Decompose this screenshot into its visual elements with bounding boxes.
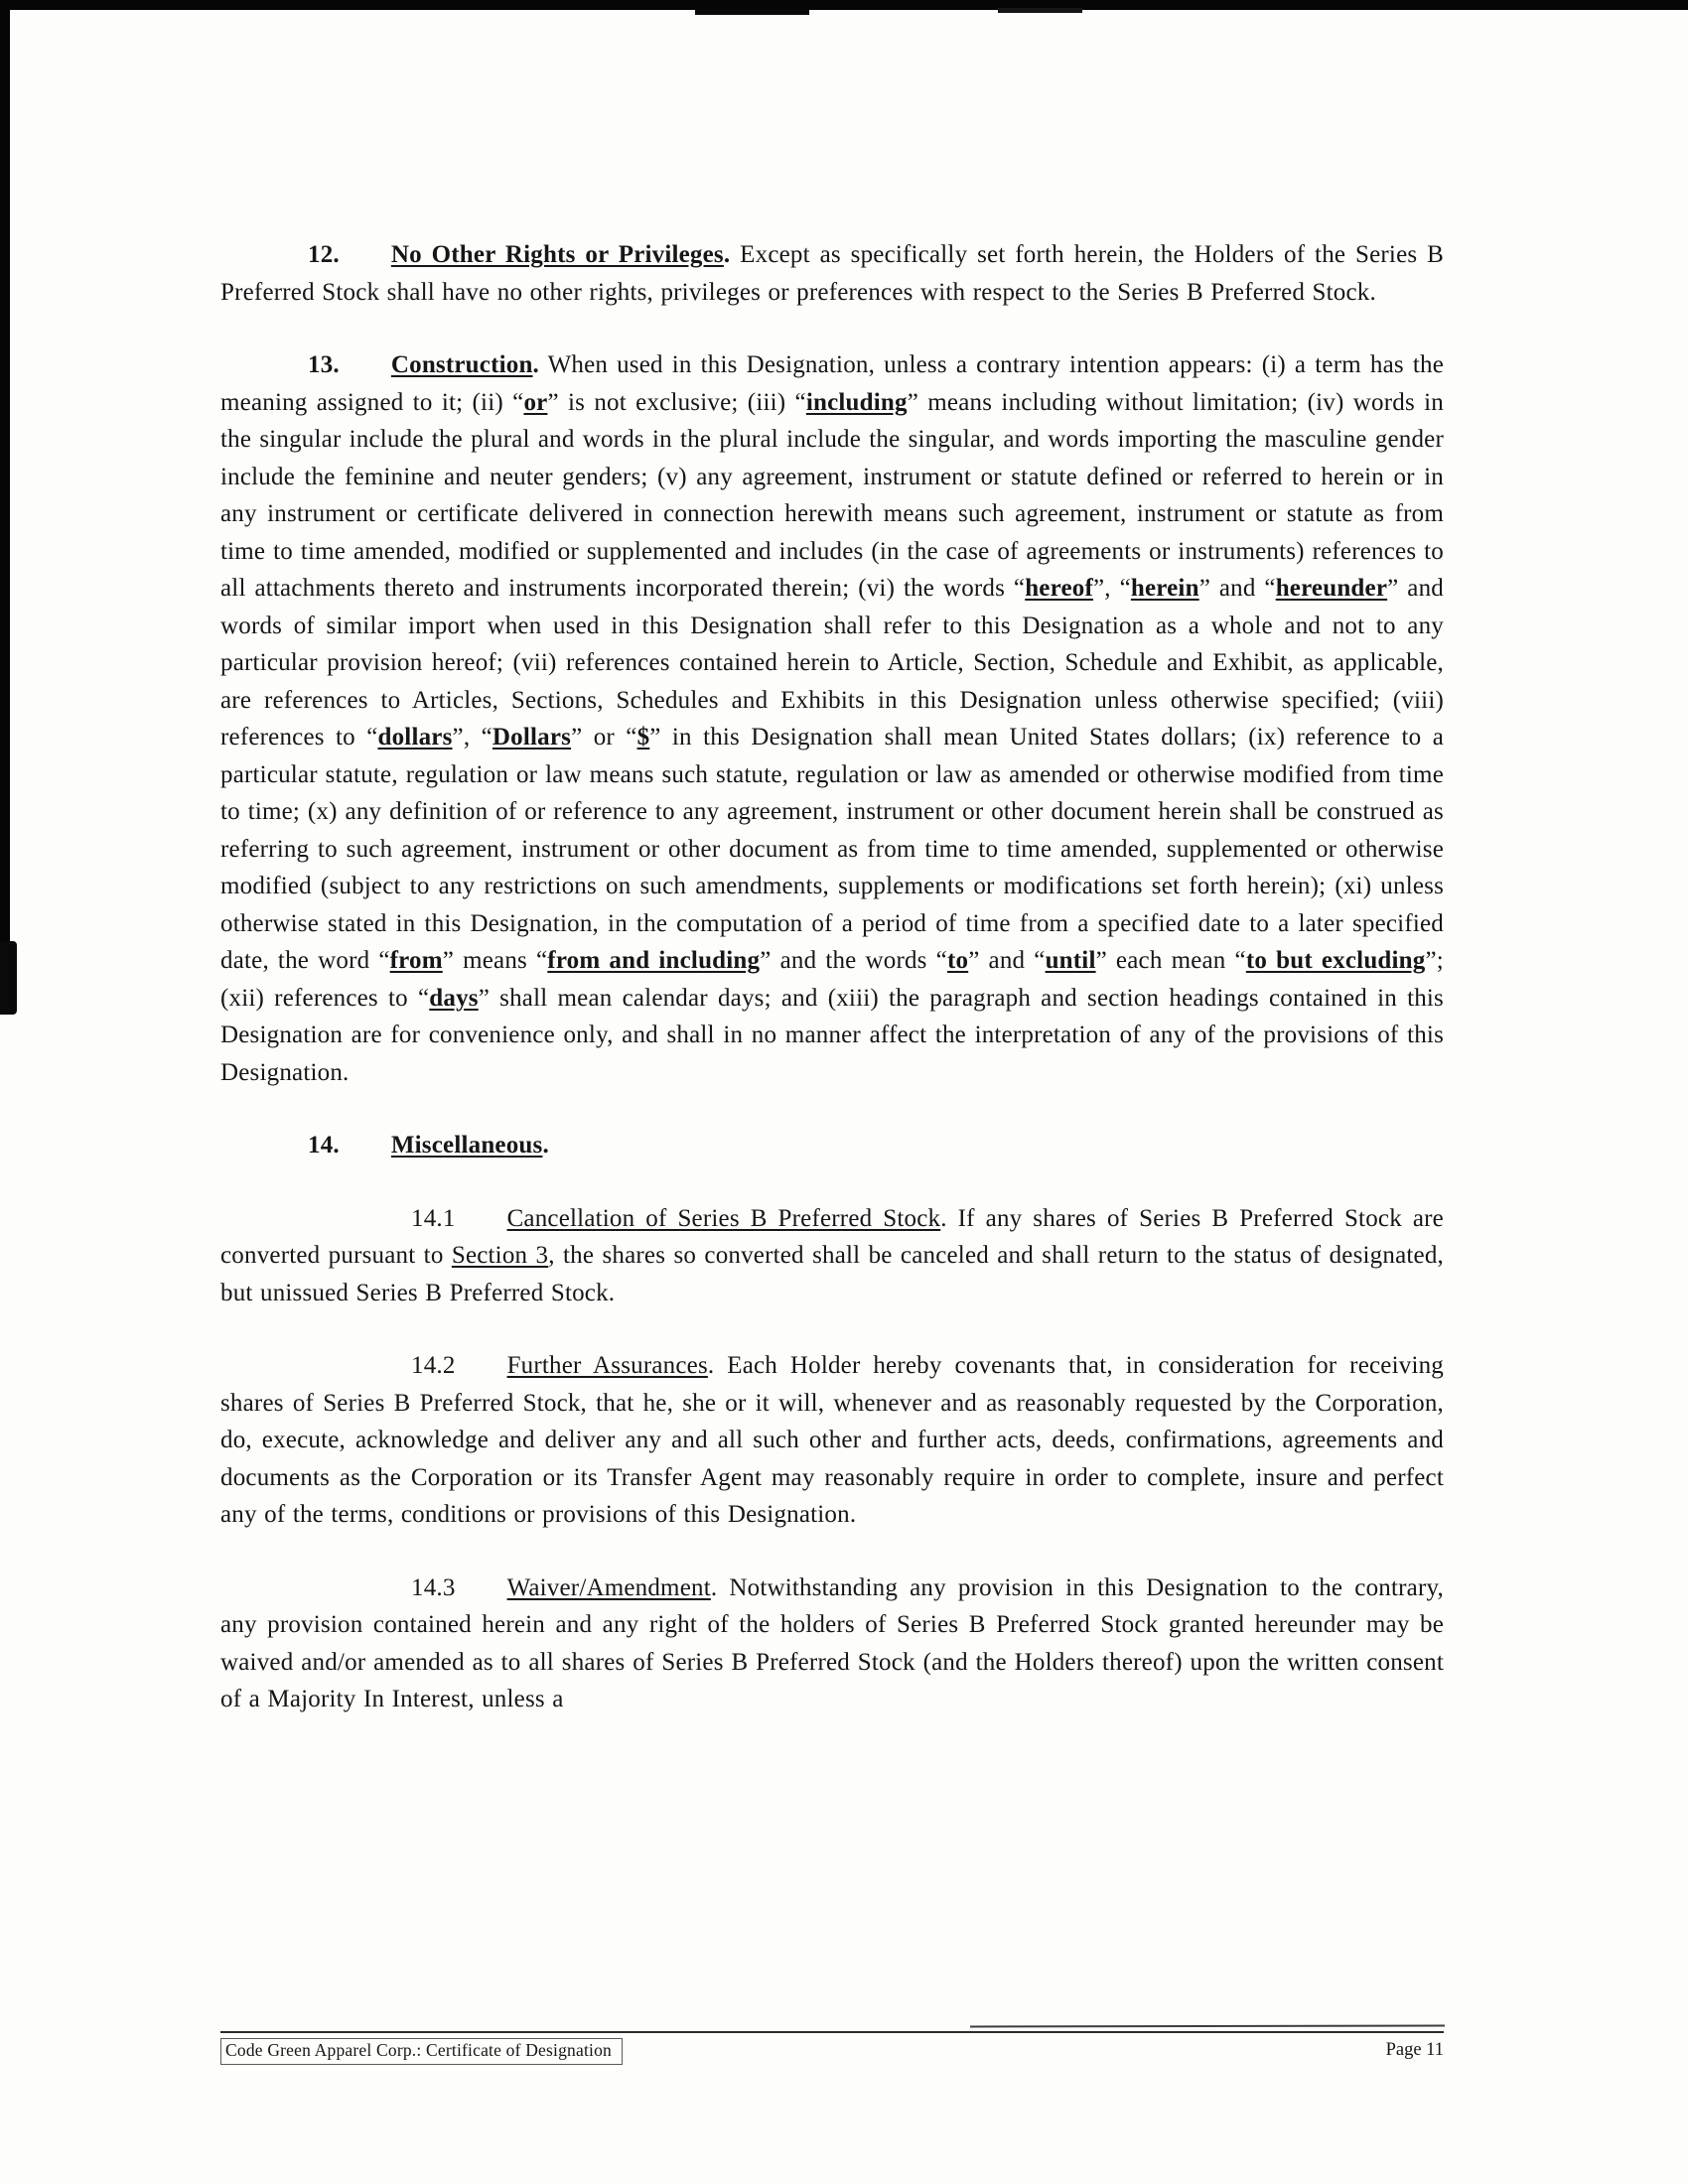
text-run: 14.1 — [411, 1204, 456, 1232]
text-run: ” means “ — [442, 947, 548, 974]
text-run: , the shares so converted shall be canceled and shall return to the status of designated, but unissued Series B Preferred Stock. — [220, 1242, 1444, 1306]
paragraph-section-14 — [220, 1127, 1444, 1164]
text-run: . If any shares of Series B Preferred Stock are converted pursuant to — [220, 1204, 1444, 1269]
text-run: or — [523, 388, 548, 416]
paragraph-section-14-3 — [220, 1570, 1444, 1718]
text-run: 12. — [308, 241, 340, 268]
text-run: Waiver/Amendment — [506, 1573, 711, 1601]
paragraph-section-13 — [220, 346, 1444, 1091]
text-run: hereunder — [1275, 575, 1388, 602]
text-run: $ — [636, 724, 650, 751]
text-run: 14.2 — [411, 1352, 456, 1379]
paragraph-section-12 — [220, 236, 1444, 311]
footer-document-title: Code Green Apparel Corp.: Certificate of Designation — [220, 2038, 623, 2065]
text-run: Further Assurances — [506, 1352, 708, 1379]
text-run: Section 3 — [451, 1242, 549, 1269]
text-run: ” each mean “ — [1095, 947, 1246, 974]
page-footer — [220, 2031, 1444, 2065]
text-run: ”; (xii) references to “ — [220, 947, 1444, 1012]
text-run: . — [723, 241, 731, 268]
text-run: ” means including without limitation; (iv) words in the singular include the plural and words in the plural include the singular, and words importing the masculine gender include the feminine and neuter genders; (v) any agreement, instrument or statute defined or referred to herein or in any instrument or certificate delivered in connection herewith means such agreement, instrument or statute as from time to time amended, modified or supplemented and includes (in the case of agreements or instruments) references to all attachments thereto and instruments incorporated therein; (vi) the words “ — [220, 388, 1444, 602]
text-run: until — [1045, 947, 1096, 974]
text-run: ” shall mean calendar days; and (xiii) the paragraph and section headings contained in this Designation are for convenience only, and shall in no manner affect the interpretation of any of the provisions of this Designation. — [220, 984, 1444, 1086]
text-run: . — [532, 351, 539, 378]
footer-page-number: Page 11 — [1385, 2040, 1444, 2060]
text-run: herein — [1130, 575, 1199, 602]
text-run: When used in this Designation, unless a contrary intention appears: (i) a term has the meaning assigned to it; (ii) “ — [220, 351, 1444, 416]
text-run: 14. — [308, 1132, 340, 1159]
text-run: Cancellation of Series B Preferred Stock — [506, 1204, 941, 1232]
text-run: ” and “ — [1198, 575, 1276, 602]
text-run: dollars — [377, 724, 453, 751]
text-run: Miscellaneous — [390, 1132, 543, 1159]
text-run: ” or “ — [571, 724, 637, 751]
text-run: from and including — [547, 947, 761, 974]
text-run: ” and words of similar import when used in this Designation shall refer to this Designation as a whole and not to any particular provision hereof; (vii) references contained herein to Article, Section, Schedule and Exhibit, as applicable, are references to Articles, Sections, Schedules and Exhibits in this Designation unless otherwise specified; (viii) references to “ — [220, 575, 1444, 751]
scan-artifact-top-edge — [0, 0, 1688, 10]
text-run: 14.3 — [411, 1573, 456, 1601]
scan-artifact-left-blob — [0, 941, 17, 1015]
text-run: including — [805, 388, 908, 416]
text-run: Dollars — [492, 724, 572, 751]
text-run: . Notwithstanding any provision in this Designation to the contrary, any provision contained herein and any right of the holders of Series B Preferred Stock granted hereunder may be waived and/or amended as to all shares of Series B Preferred Stock (and the Holders thereof) upon the written consent of a Majority In Interest, unless a — [220, 1573, 1444, 1712]
text-run: to but excluding — [1245, 947, 1426, 974]
text-run: Construction — [390, 351, 533, 378]
text-run: ”, “ — [1092, 575, 1131, 602]
text-run: ” and “ — [968, 947, 1046, 974]
scan-artifact-top-dash-2 — [998, 8, 1082, 13]
text-run: ” is not exclusive; (iii) “ — [547, 388, 806, 416]
text-run: hereof — [1025, 575, 1093, 602]
text-run: days — [429, 984, 479, 1012]
text-run: to — [946, 947, 969, 974]
text-run: from — [389, 947, 443, 974]
scan-artifact-left-edge — [0, 0, 10, 1013]
document-body — [220, 236, 1444, 1754]
text-run: ” in this Designation shall mean United States dollars; (ix) reference to a particular statute, regulation or law means such statute, regulation or law as amended or otherwise modified from time to time; (x) any definition of or reference to any agreement, instrument or other document herein shall be construed as referring to such agreement, instrument or other document as from time to time amended, supplemented or otherwise modified (subject to any restrictions on such amendments, supplements or modifications set forth herein); (xi) unless otherwise stated in this Designation, in the computation of a period of time from a specified date to a later specified date, the word “ — [220, 724, 1445, 974]
text-run: Except as specifically set forth herein, the Holders of the Series B Preferred Stock shall have no other rights, privileges or preferences with respect to the Series B Preferred Stock. — [220, 241, 1445, 306]
footer-rule-secondary — [970, 2024, 1445, 2027]
paragraph-section-14-1 — [220, 1200, 1444, 1312]
text-run: ”, “ — [452, 724, 492, 751]
text-run: 13. — [308, 351, 340, 378]
text-run: No Other Rights or Privileges — [390, 241, 724, 268]
text-run: . — [542, 1132, 549, 1159]
text-run: . Each Holder hereby covenants that, in consideration for receiving shares of Series B Preferred Stock, that he, she or it will, whenever and as reasonably requested by the Corporation, do, execute, acknowledge and deliver any and all such other and further acts, deeds, confirmations, agreements and documents as the Corporation or its Transfer Agent may reasonably require in order to complete, insure and perfect any of the terms, conditions or provisions of this Designation. — [220, 1352, 1444, 1528]
paragraph-section-14-2 — [220, 1347, 1444, 1534]
text-run: ” and the words “ — [760, 947, 947, 974]
scan-artifact-top-dash — [695, 9, 809, 15]
